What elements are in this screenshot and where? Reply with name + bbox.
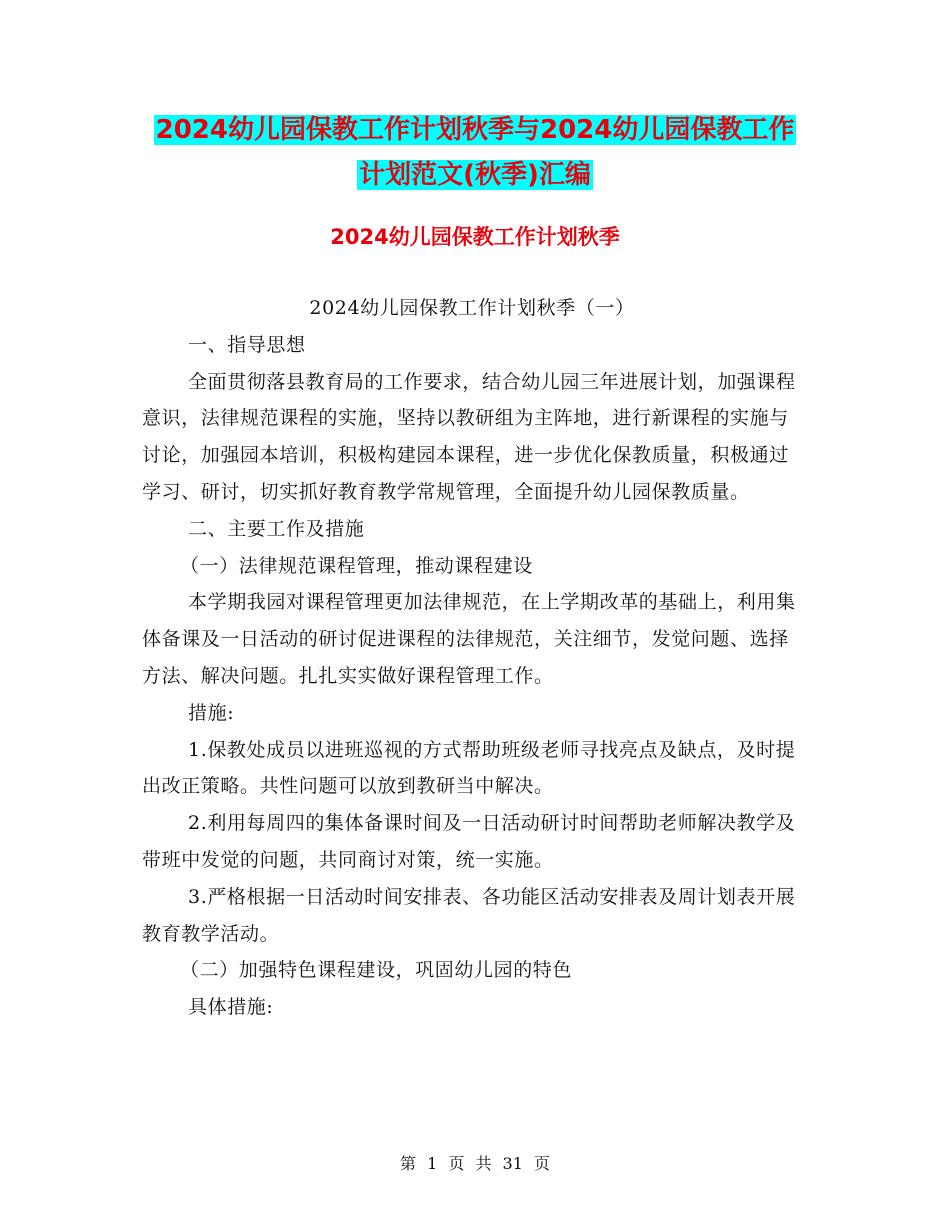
paragraph-measure-3: 3.严格根据一日活动时间安排表、各功能区活动安排表及周计划表开展教育教学活动。 [142, 885, 796, 945]
page-footer: 第 1 页 共 31 页 [400, 1154, 550, 1173]
paragraph-measure-1: 1.保教处成员以进班巡视的方式帮助班级老师寻找亮点及缺点，及时提出改正策略。共性问题可以放到教研当中解决。 [142, 738, 796, 798]
document-title-line-1 [0, 110, 950, 150]
paragraph-measures-label: 措施: [188, 701, 235, 724]
plan-heading: 2024幼儿园保教工作计划秋季（一） [309, 297, 635, 319]
paragraph-guiding-thought: 全面贯彻落县教育局的工作要求，结合幼儿园三年进展计划，加强课程意识，法律规范课程的实施，坚持以教研组为主阵地，进行新课程的实施与讨论，加强园本培训，积极构建园本课程，进一步优化保教质量，积极通过学习、研讨，切实抓好教育教学常规管理，全面提升幼儿园保教质量。 [142, 370, 796, 503]
document-body [142, 290, 802, 1026]
title-highlight-2: 计划范文(秋季)汇编 [359, 160, 591, 190]
paragraph-main-work-heading: 二、主要工作及措施 [188, 517, 365, 540]
paragraph-guiding-heading: 一、指导思想 [188, 333, 306, 356]
paragraph-measure-2: 2.利用每周四的集体备课时间及一日活动研讨时间帮助老师解决教学及带班中发觉的问题，共同商讨对策，统一实施。 [142, 812, 796, 871]
paragraph-subheading-1: （一）法律规范课程管理，推动课程建设 [180, 554, 533, 577]
paragraph-specific-measures: 具体措施: [188, 996, 274, 1019]
paragraph-course-management: 本学期我园对课程管理更加法律规范，在上学期改革的基础上，利用集体备课及一日活动的研讨促进课程的法律规范，关注细节，发觉问题、选择方法、解决问题。扎扎实实做好课程管理工作。 [142, 591, 796, 687]
title-highlight-1: 2024幼儿园保教工作计划秋季与2024幼儿园保教工作 [155, 115, 795, 145]
document-title-line-2 [0, 155, 950, 195]
paragraph-subheading-2: （二）加强特色课程建设，巩固幼儿园的特色 [180, 959, 573, 982]
section-heading: 2024幼儿园保教工作计划秋季 [330, 225, 620, 249]
